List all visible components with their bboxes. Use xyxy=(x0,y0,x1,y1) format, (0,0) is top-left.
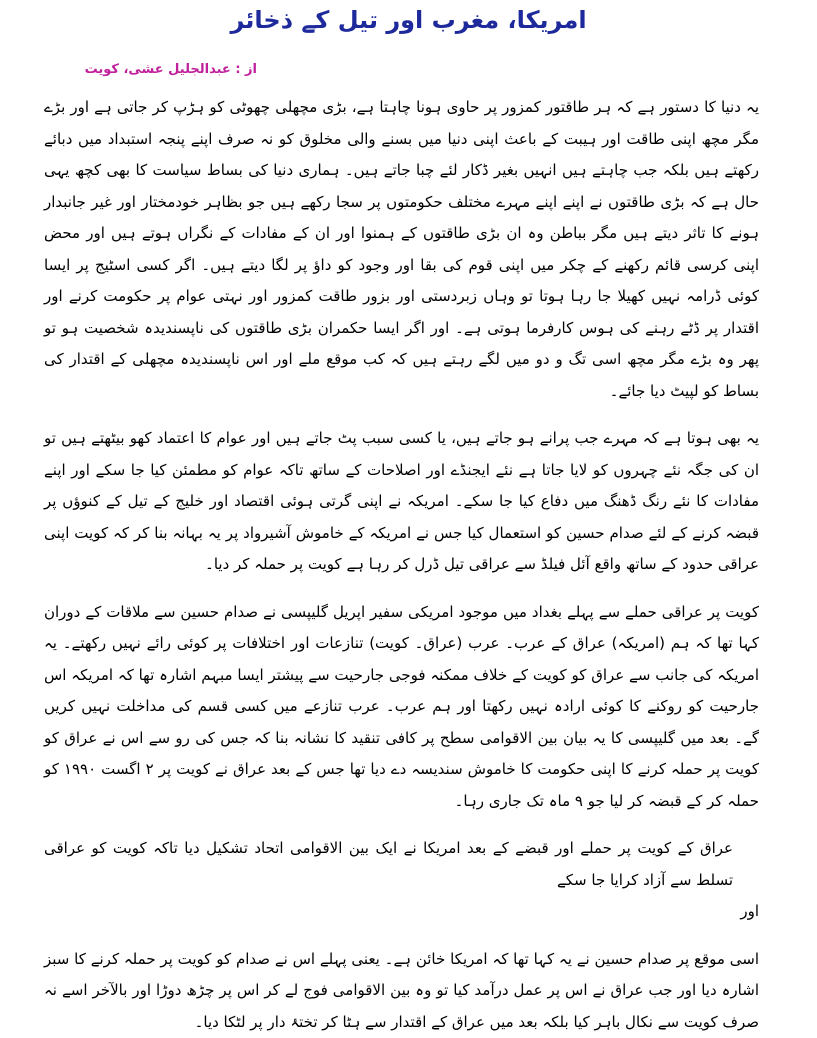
paragraph-6: اسی موقع پر صدام حسین نے یہ کہا تھا کہ امریکا خائن ہے۔ یعنی پہلے اس نے صدام کو کویت پر حملہ کرنے کا سبز اشارہ دیا اور جب عراق نے اس پر عمل درآمد کیا تو وہ بین الاقوامی فوج لے کر اس پر چڑھ دوڑا اور بالآخر اسے نہ صرف کویت سے نکال باہر کیا بلکہ بعد میں عراق کے اقتدار سے ہٹا کر تختۂ دار پر لٹکا دیا۔ xyxy=(44,944,759,1038)
paragraph-5: اور xyxy=(44,896,759,928)
paragraph-3: کویت پر عراقی حملے سے پہلے بغداد میں موجود امریکی سفیر اپریل گلیپسی نے صدام حسین سے ملاقات کے دوران کہا تھا کہ ہم (امریکہ) عراق کے عرب۔ عرب (عراق۔ کویت) تنازعات اور اختلافات پر کوئی رائے نہیں رکھتے۔ یہ امریکہ کی جانب سے عراق کو کویت کے خلاف ممکنہ فوجی جارحیت سے پیشتر ایسا مبہم اشارہ تھا کہ امریکہ اس جارحیت کو روکنے کا کوئی ارادہ نہیں رکھتا اور ہم عرب۔ عرب تنازعے میں کسی قسم کی مداخلت نہیں کریں گے۔ بعد میں گلیپسی کا یہ بیان بین الاقوامی سطح پر کافی تنقید کا نشانہ بنا کہ جس کی رو سے اس نے عراق کو کویت پر حملہ کرنے کا اپنی حکومت کا خاموش سندیسہ دے دیا تھا جس کے بعد عراق نے کویت پر ۲ اگست ۱۹۹۰ کو حملہ کر کے قبضہ کر لیا جو ۹ ماہ تک جاری رہا۔ xyxy=(44,597,759,818)
paragraph-4: عراق کے کویت پر حملے اور قبضے کے بعد امریکا نے ایک بین الاقوامی اتحاد تشکیل دیا تاکہ کویت کو عراقی تسلط سے آزاد کرایا جا سکے xyxy=(44,833,759,896)
article-title: امریکا، مغرب اور تیل کے ذخائر xyxy=(0,6,817,34)
paragraph-2: یہ بھی ہوتا ہے کہ مہرے جب پرانے ہو جاتے ہیں، یا کسی سبب پٹ جاتے ہیں اور عوام کا اعتماد کھو بیٹھتے ہیں تو ان کی جگہ نئے چہروں کو لایا جاتا ہے نئے ایجنڈے اور اصلاحات کے ساتھ تاکہ عوام کو مطمئن کیا جا سکے اور اپنے مفادات کا نئے رنگ ڈھنگ میں دفاع کیا جا سکے۔ امریکہ نے اپنی گرتی ہوئی اقتصاد اور خلیج کے تیل کے کنوؤں پر قبضہ کرنے کے لئے صدام حسین کو استعمال کیا جس نے امریکہ کے خاموش آشیرواد پر یہ بہانہ بنا کر کہ کویت اپنی عراقی حدود کے ساتھ واقع آئل فیلڈ سے عراقی تیل ڈرل کر رہا ہے کویت پر حملہ کر دیا۔ xyxy=(44,423,759,581)
author-byline: از : عبدالجلیل عشی، کویت xyxy=(85,62,257,77)
paragraph-1: یہ دنیا کا دستور ہے کہ ہر طاقتور کمزور پر حاوی ہونا چاہتا ہے، بڑی مچھلی چھوٹی کو ہڑپ کر جاتی ہے اور بڑے مگر مچھ اپنی طاقت اور ہیبت کے باعث اپنی دنیا میں بسنے والی مخلوق کو نہ صرف اپنے پنجہ استبداد میں دبائے رکھتے ہیں بلکہ جب چاہتے ہیں انہیں بغیر ڈکار لئے چبا جاتے ہیں۔ ہماری دنیا کی بساط سیاست کا بھی کچھ یہی حال ہے کہ بڑی طاقتوں نے اپنے اپنے مہرے مختلف حکومتوں پر سجا رکھے ہیں جو بظاہر خودمختار اور غیر جانبدار ہونے کا تاثر دیتے ہیں مگر بباطن وہ ان بڑی طاقتوں کے ہمنوا اور ان کے مفادات کے نگراں ہوتے ہیں اور محض اپنی کرسی قائم رکھنے کے چکر میں اپنی قوم کی بقا اور وجود کو داؤ پر لگا دیتے ہیں۔ اگر کسی اسٹیج پر ایسا کوئی ڈرامہ نہیں کھیلا جا رہا ہوتا تو وہاں زبردستی اور بزور طاقت کمزور اور نہتی عوام پر حکومت کرنے اور اقتدار پر ڈٹے رہنے کی ہوس کارفرما ہوتی ہے۔ اور اگر ایسا حکمران بڑی طاقتوں کی ناپسندیدہ شخصیت ہو تو پھر وہ بڑے مگر مچھ اسی تگ و دو میں لگے رہتے ہیں کہ کب موقع ملے اور اس ناپسندیدہ مچھلی کے اقتدار کی بساط کو لپیٹ دیا جائے۔ xyxy=(44,92,759,407)
article-body xyxy=(44,92,759,1038)
